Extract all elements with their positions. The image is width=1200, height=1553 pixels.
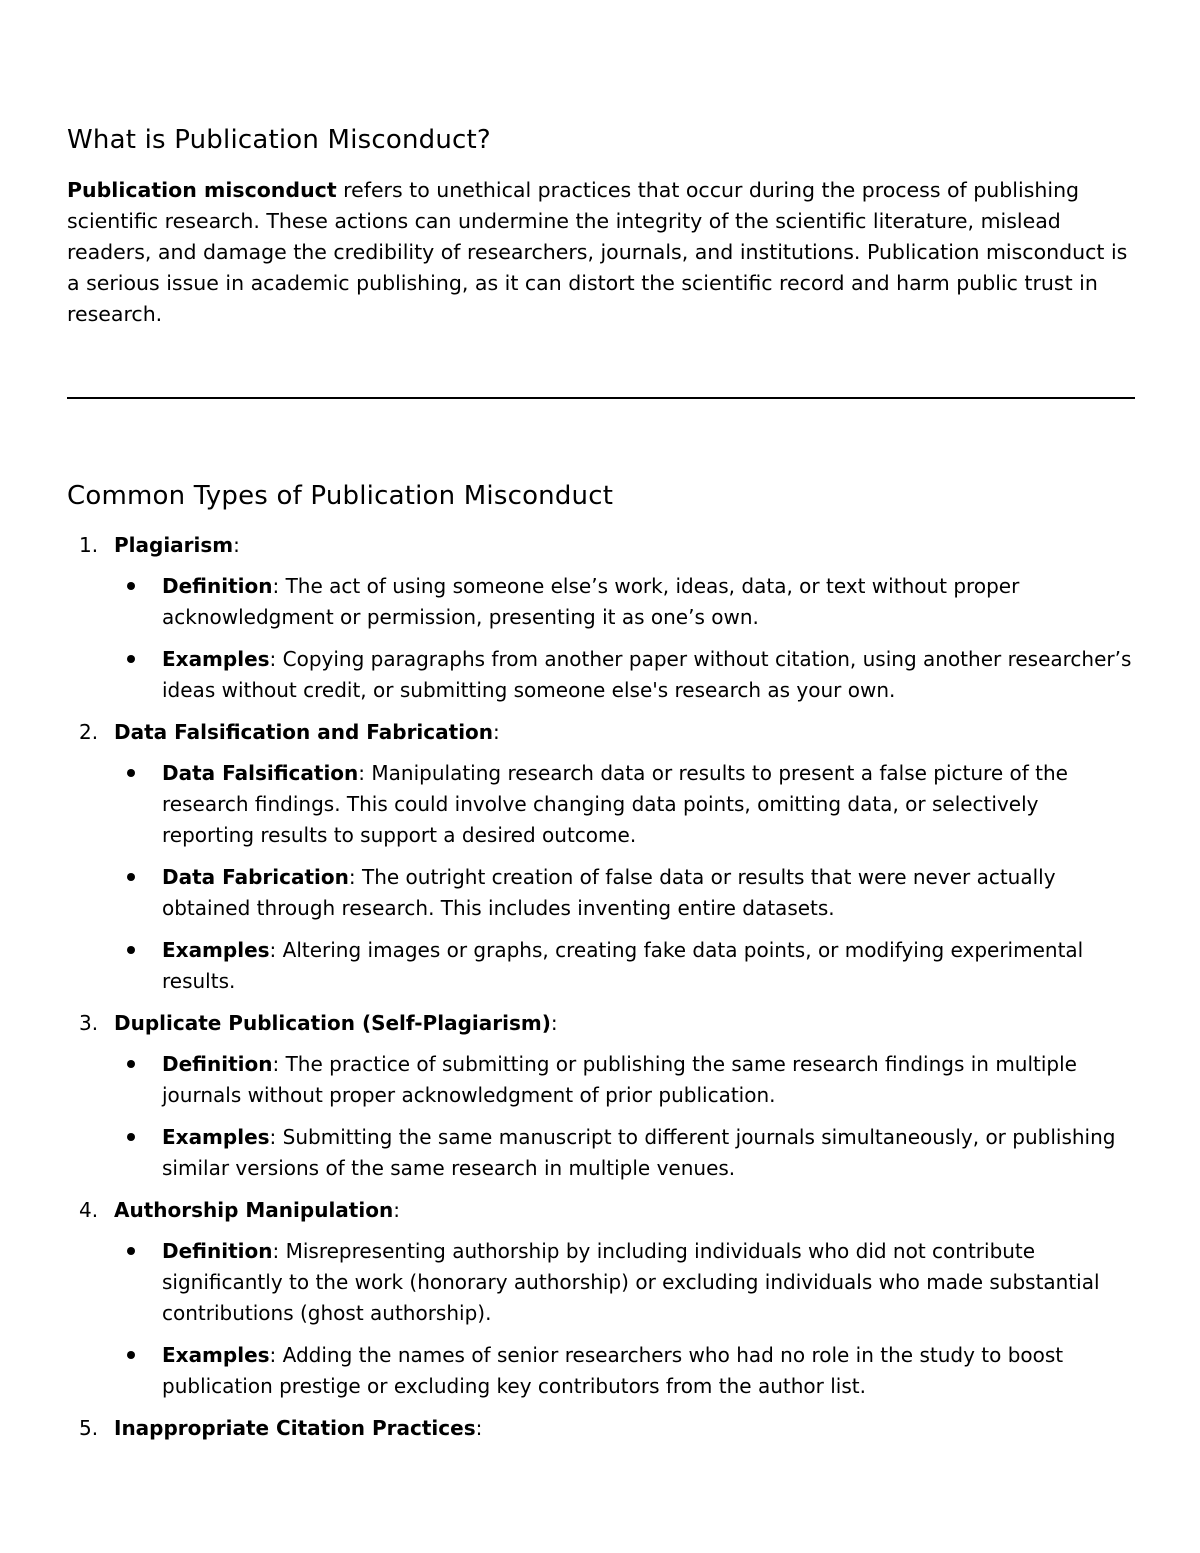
sub-item [114, 862, 1135, 924]
type-item-inappropriate-citation [67, 1413, 1135, 1444]
sub-item-text: : Manipulating research data or results to present a false picture of the research findings. This could involve changing data points, omitting data, or selectively reporting results to support a desired outcome. [162, 761, 1068, 847]
sub-list [114, 758, 1135, 997]
misconduct-types-list [67, 530, 1135, 1448]
type-heading-text: Data Falsification and Fabrication [114, 720, 494, 744]
bullet-icon [127, 769, 135, 777]
list-number: 1. [79, 533, 99, 557]
sub-item-text: : Adding the names of senior researchers who had no role in the study to boost publication prestige or excluding key contributors from the author list. [162, 1343, 1064, 1398]
bullet-icon [127, 946, 135, 954]
bullet-icon [127, 582, 135, 590]
sub-item-text: : Altering images or graphs, creating fake data points, or modifying experimental results. [162, 938, 1084, 993]
bullet-icon [127, 1060, 135, 1068]
sub-item-text: : Submitting the same manuscript to different journals simultaneously, or publishing similar versions of the same research in multiple venues. [162, 1125, 1116, 1180]
type-heading-text: Authorship Manipulation [114, 1198, 394, 1222]
type-heading-colon: : [493, 720, 500, 744]
section-title-what-is: What is Publication Misconduct? [67, 125, 491, 155]
type-heading [114, 1008, 1135, 1039]
sub-item-text: : Copying paragraphs from another paper without citation, using another researcher’s ideas without credit, or submitting someone else's research as your own. [162, 647, 1132, 702]
bullet-icon [127, 655, 135, 663]
type-item-authorship-manipulation [67, 1195, 1135, 1402]
bullet-icon [127, 1351, 135, 1359]
horizontal-rule [67, 397, 1135, 399]
type-heading-colon: : [393, 1198, 400, 1222]
sub-list [114, 1049, 1135, 1184]
intro-paragraph [67, 175, 1135, 330]
intro-text: refers to unethical practices that occur during the process of publishing scientific research. These actions can undermine the integrity of the scientific literature, mislead readers, and damage the credibility of researchers, journals, and institutions. Publication misconduct is a serious issue in academic publishing, as it can distort the scientific record and harm public trust in research. [67, 178, 1128, 326]
sub-item [114, 1122, 1135, 1184]
sub-item-label: Data Fabrication [162, 865, 349, 889]
type-item-plagiarism [67, 530, 1135, 706]
sub-item-text: : The outright creation of false data or results that were never actually obtained through research. This includes inventing entire datasets. [162, 865, 1056, 920]
sub-item [114, 1049, 1135, 1111]
section-title-common-types: Common Types of Publication Misconduct [67, 481, 614, 511]
sub-item-label: Definition [162, 1052, 273, 1076]
sub-item-text: : The practice of submitting or publishing the same research findings in multiple journals without proper acknowledgment of prior publication. [162, 1052, 1077, 1107]
list-number: 3. [79, 1011, 99, 1035]
bullet-icon [127, 873, 135, 881]
list-number: 2. [79, 720, 99, 744]
list-number: 4. [79, 1198, 99, 1222]
type-item-data-falsification [67, 717, 1135, 997]
sub-item [114, 1340, 1135, 1402]
sub-list [114, 571, 1135, 706]
sub-item-text: : The act of using someone else’s work, ideas, data, or text without proper acknowledgment or permission, presenting it as one’s own. [162, 574, 1020, 629]
type-heading [114, 530, 1135, 561]
type-heading [114, 717, 1135, 748]
sub-item [114, 571, 1135, 633]
type-heading-text: Inappropriate Citation Practices [114, 1416, 476, 1440]
type-heading-colon: : [475, 1416, 483, 1440]
bullet-icon [127, 1247, 135, 1255]
sub-item-label: Definition [162, 1239, 273, 1263]
type-heading-text: Duplicate Publication (Self-Plagiarism) [114, 1011, 551, 1035]
document-page [67, 0, 1135, 1553]
sub-item-label: Examples [162, 938, 270, 962]
intro-lead-term: Publication misconduct [67, 178, 337, 202]
sub-item-text: : Misrepresenting authorship by including individuals who did not contribute significantly to the work (honorary authorship) or excluding individuals who made substantial contributions (ghost authorship). [162, 1239, 1100, 1325]
type-heading-text: Plagiarism [114, 533, 234, 557]
sub-list [114, 1236, 1135, 1402]
sub-item-label: Examples [162, 1343, 270, 1367]
sub-item-label: Data Falsification [162, 761, 359, 785]
sub-item [114, 1236, 1135, 1329]
sub-item [114, 758, 1135, 851]
bullet-icon [127, 1133, 135, 1141]
type-heading-colon: : [233, 533, 240, 557]
list-number: 5. [79, 1416, 99, 1440]
type-heading [114, 1413, 1135, 1444]
type-heading-colon: : [550, 1011, 558, 1035]
type-heading [114, 1195, 1135, 1226]
type-item-duplicate-publication [67, 1008, 1135, 1184]
sub-item-label: Examples [162, 647, 270, 671]
sub-item-label: Definition [162, 574, 273, 598]
sub-item [114, 644, 1135, 706]
sub-item [114, 935, 1135, 997]
sub-item-label: Examples [162, 1125, 270, 1149]
